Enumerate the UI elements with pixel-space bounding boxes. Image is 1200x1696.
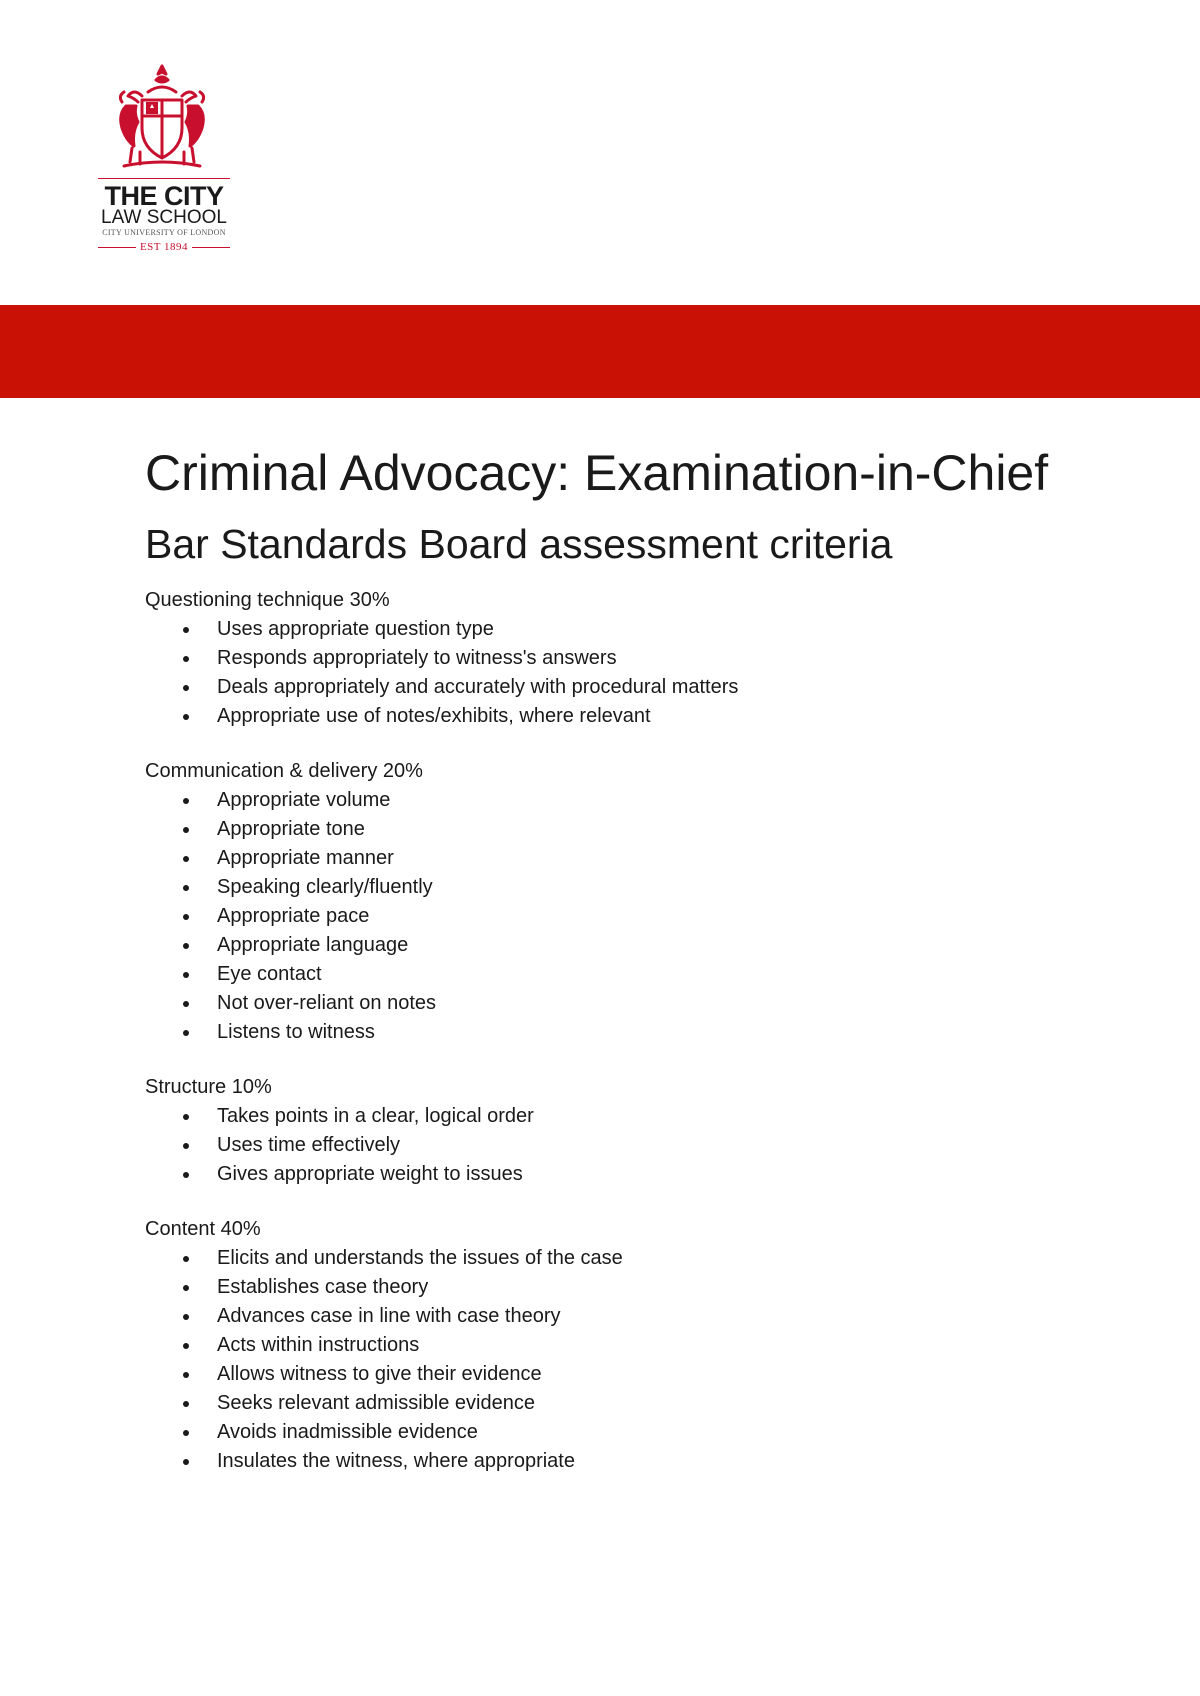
bullet-icon <box>183 1401 189 1407</box>
list-item-text: Insulates the witness, where appropriate <box>217 1450 575 1472</box>
logo-est-text: EST 1894 <box>139 241 189 253</box>
criteria-section <box>145 1215 1105 1476</box>
list-item-text: Seeks relevant admissible evidence <box>217 1392 535 1414</box>
list-item <box>145 1018 1105 1047</box>
list-item-text: Appropriate manner <box>217 847 394 869</box>
city-law-school-logo <box>96 62 236 254</box>
list-item-text: Appropriate pace <box>217 905 370 927</box>
section-title: Questioning technique 30% <box>145 589 390 611</box>
list-item <box>145 902 1105 931</box>
bullet-icon <box>183 943 189 949</box>
criteria-list <box>145 1102 1105 1189</box>
list-item-text: Advances case in line with case theory <box>217 1305 561 1327</box>
page-title: Criminal Advocacy: Examination-in-Chief <box>145 445 1049 501</box>
list-item <box>145 1131 1105 1160</box>
document-body <box>145 442 1105 1502</box>
list-item-text: Listens to witness <box>217 1021 375 1043</box>
list-item-text: Elicits and understands the issues of the case <box>217 1247 623 1269</box>
logo-line-2: LAW SCHOOL <box>101 207 227 228</box>
list-item <box>145 702 1105 731</box>
list-item-text: Deals appropriately and accurately with procedural matters <box>217 676 739 698</box>
logo-est <box>96 240 232 254</box>
bullet-icon <box>183 685 189 691</box>
criteria-list <box>145 615 1105 731</box>
list-item <box>145 1244 1105 1273</box>
bullet-icon <box>183 914 189 920</box>
list-item-text: Responds appropriately to witness's answers <box>217 647 617 669</box>
page-subtitle: Bar Standards Board assessment criteria <box>145 521 893 567</box>
header-banner <box>0 305 1200 398</box>
criteria-sections <box>145 586 1105 1476</box>
list-item-text: Appropriate use of notes/exhibits, where relevant <box>217 705 651 727</box>
list-item <box>145 1102 1105 1131</box>
list-item <box>145 1447 1105 1476</box>
bullet-icon <box>183 1030 189 1036</box>
list-item <box>145 960 1105 989</box>
list-item <box>145 673 1105 702</box>
list-item <box>145 1160 1105 1189</box>
bullet-icon <box>183 714 189 720</box>
list-item-text: Appropriate tone <box>217 818 365 840</box>
list-item <box>145 931 1105 960</box>
bullet-icon <box>183 856 189 862</box>
list-item <box>145 1331 1105 1360</box>
list-item <box>145 1389 1105 1418</box>
bullet-icon <box>183 1285 189 1291</box>
list-item-text: Avoids inadmissible evidence <box>217 1421 478 1443</box>
list-item-text: Appropriate language <box>217 934 409 956</box>
list-item-text: Appropriate volume <box>217 789 391 811</box>
bullet-icon <box>183 1001 189 1007</box>
list-item <box>145 815 1105 844</box>
criteria-section <box>145 757 1105 1047</box>
list-item-text: Establishes case theory <box>217 1276 429 1298</box>
bullet-icon <box>183 1459 189 1465</box>
logo-line-1: THE CITY <box>104 181 224 211</box>
list-item-text: Uses appropriate question type <box>217 618 494 640</box>
bullet-icon <box>183 1343 189 1349</box>
list-item-text: Uses time effectively <box>217 1134 401 1156</box>
list-item <box>145 615 1105 644</box>
bullet-icon <box>183 1256 189 1262</box>
bullet-icon <box>183 1172 189 1178</box>
bullet-icon <box>183 798 189 804</box>
bullet-icon <box>183 885 189 891</box>
section-title: Structure 10% <box>145 1076 272 1098</box>
criteria-list <box>145 786 1105 1047</box>
bullet-icon <box>183 1114 189 1120</box>
bullet-icon <box>183 627 189 633</box>
list-item <box>145 786 1105 815</box>
list-item-text: Acts within instructions <box>217 1334 420 1356</box>
list-item-text: Speaking clearly/fluently <box>217 876 433 898</box>
criteria-section <box>145 1073 1105 1189</box>
bullet-icon <box>183 1372 189 1378</box>
coat-of-arms-icon <box>112 62 212 180</box>
list-item-text: Eye contact <box>217 963 322 985</box>
list-item-text: Not over-reliant on notes <box>217 992 437 1014</box>
logo-divider <box>98 178 230 179</box>
list-item <box>145 1418 1105 1447</box>
bullet-icon <box>183 1143 189 1149</box>
list-item <box>145 873 1105 902</box>
list-item <box>145 1302 1105 1331</box>
list-item <box>145 844 1105 873</box>
list-item-text: Gives appropriate weight to issues <box>217 1163 523 1185</box>
section-title: Communication & delivery 20% <box>145 760 423 782</box>
list-item <box>145 644 1105 673</box>
list-item-text: Takes points in a clear, logical order <box>217 1105 534 1127</box>
logo-line-3: CITY UNIVERSITY OF LONDON <box>102 228 226 237</box>
bullet-icon <box>183 1430 189 1436</box>
list-item <box>145 1360 1105 1389</box>
bullet-icon <box>183 656 189 662</box>
bullet-icon <box>183 827 189 833</box>
criteria-list <box>145 1244 1105 1476</box>
section-title: Content 40% <box>145 1218 261 1240</box>
criteria-section <box>145 586 1105 731</box>
list-item <box>145 989 1105 1018</box>
bullet-icon <box>183 1314 189 1320</box>
list-item-text: Allows witness to give their evidence <box>217 1363 542 1385</box>
list-item <box>145 1273 1105 1302</box>
bullet-icon <box>183 972 189 978</box>
